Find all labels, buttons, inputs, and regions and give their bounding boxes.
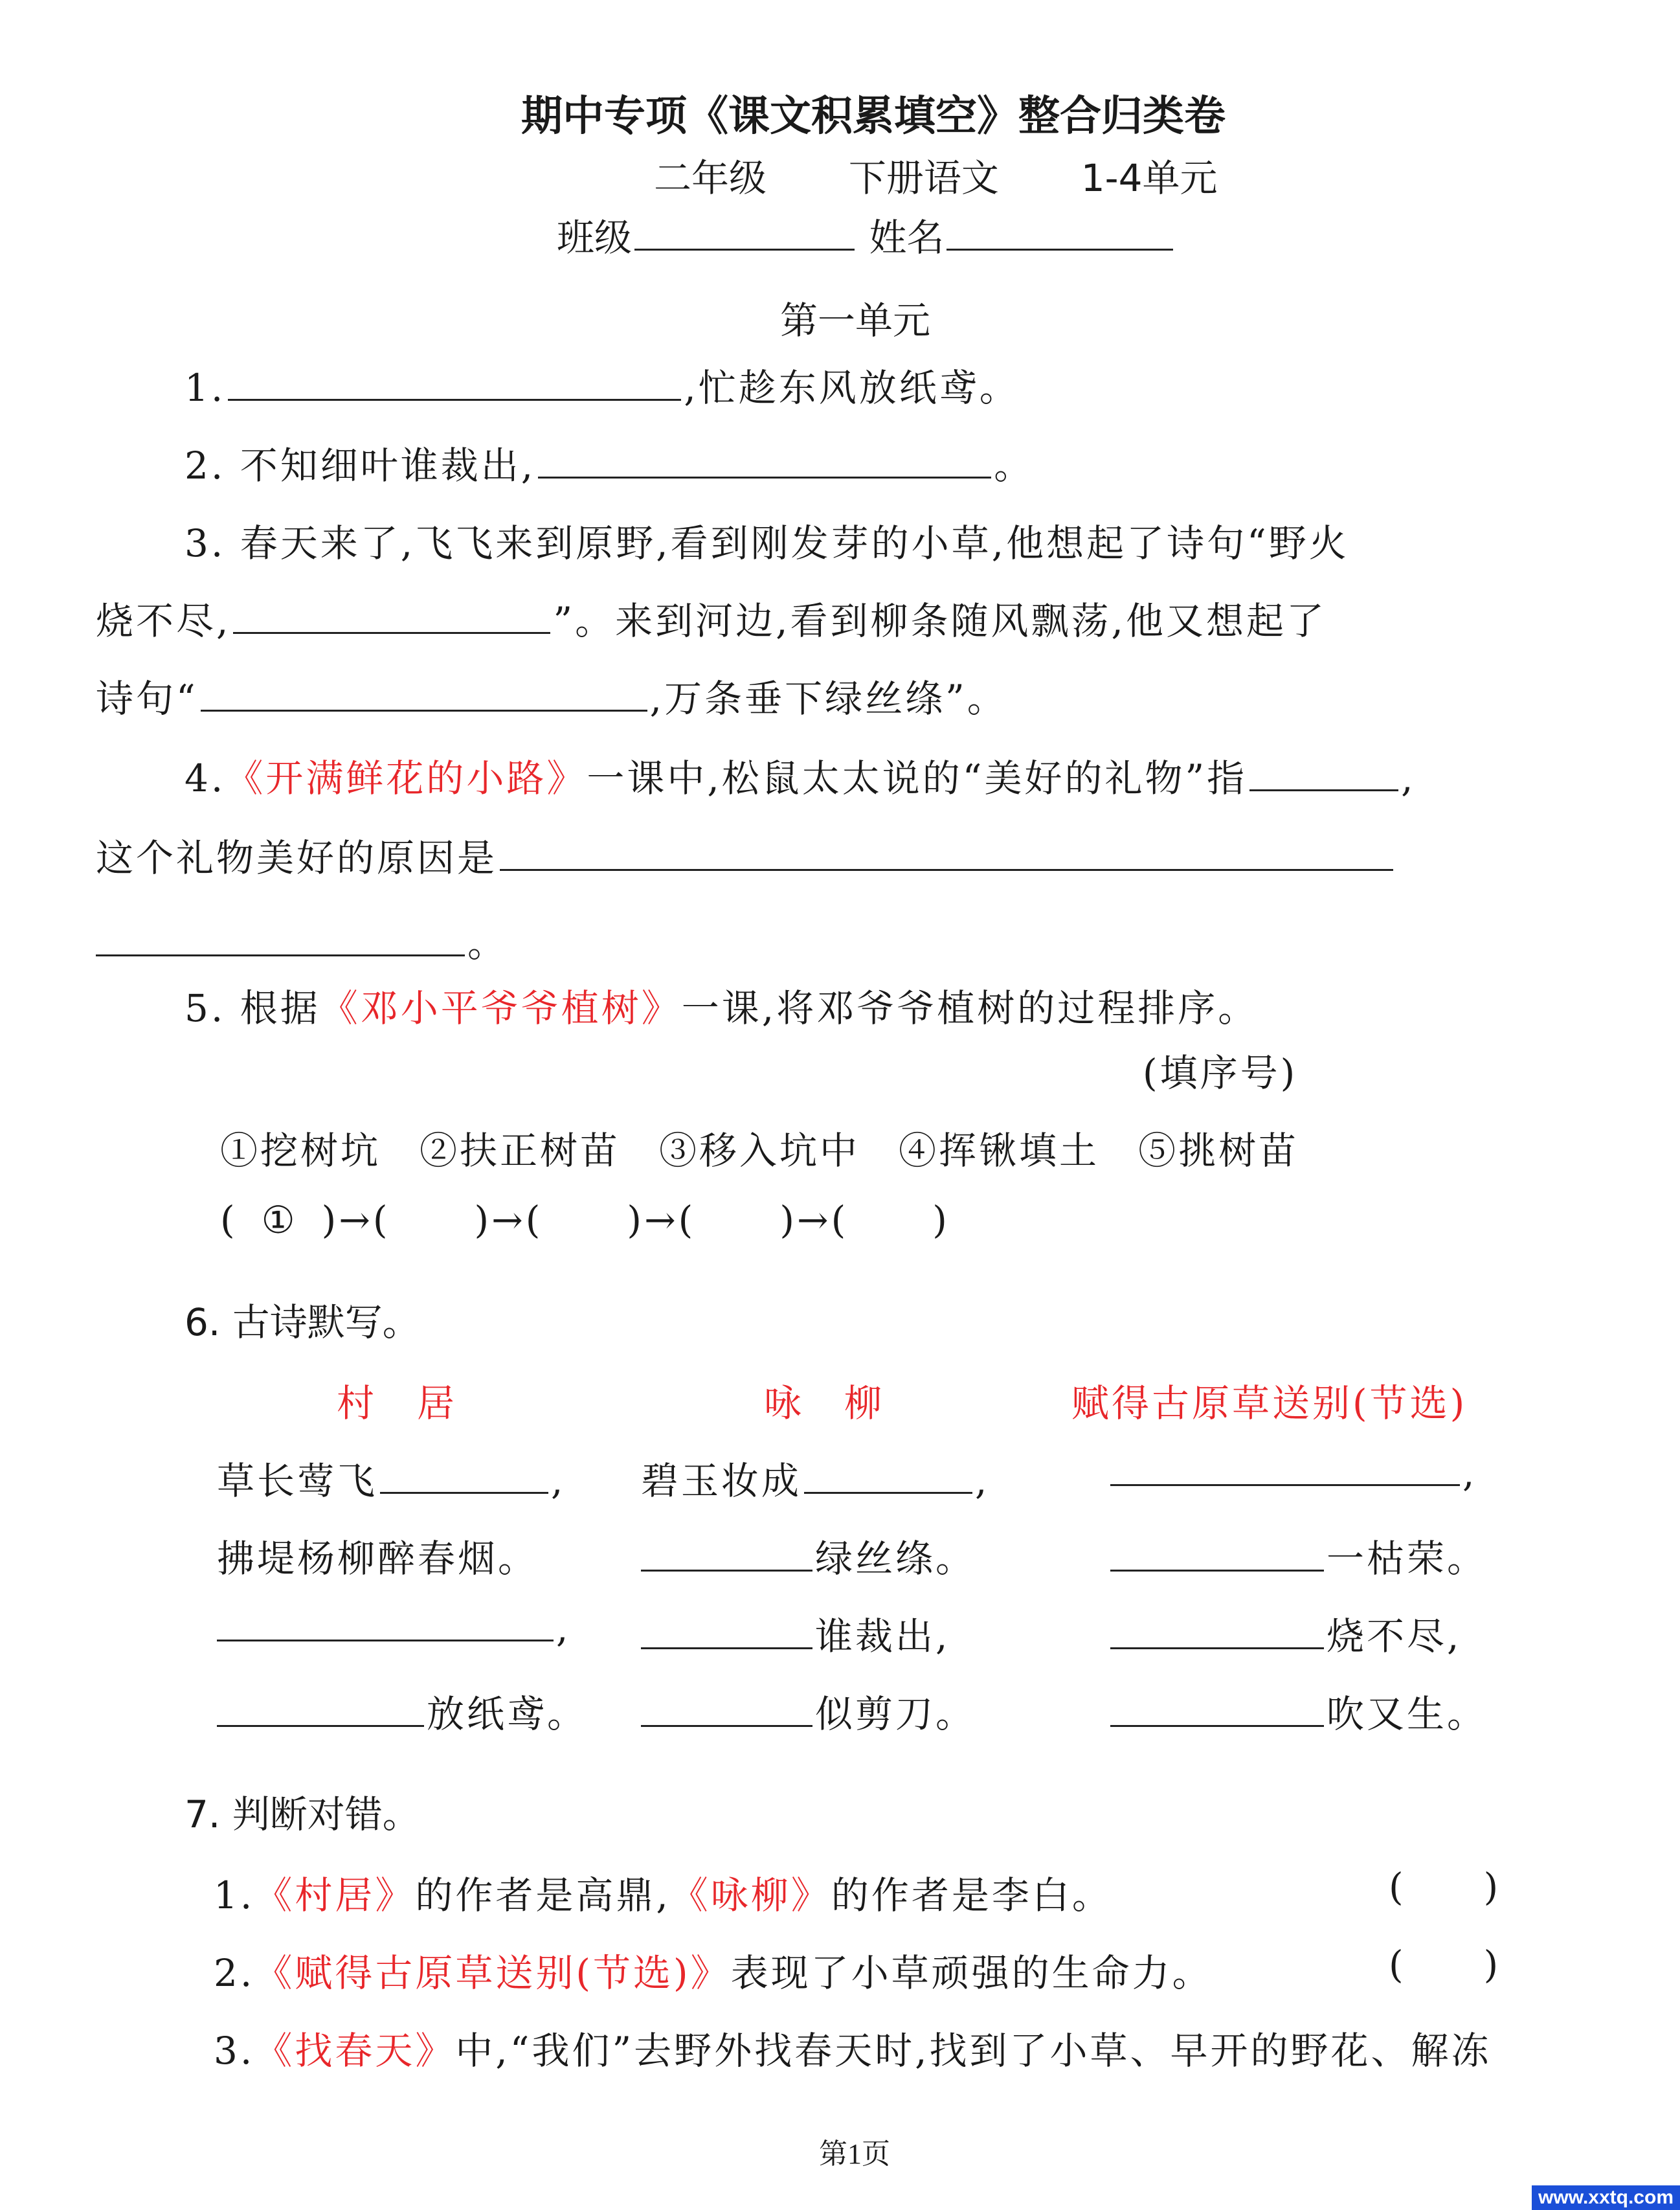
q6-title: 6. 古诗默写。 <box>185 1300 420 1344</box>
q3-line1: 3. 春天来了,飞飞来到原野,看到刚发芽的小草,他想起了诗句“野火 <box>185 521 1349 565</box>
q2-end: 。 <box>994 444 1035 488</box>
class-name-row <box>557 207 1176 262</box>
q5-step: ④挥锹填土 <box>899 1129 1100 1173</box>
poem-text: 碧玉妆成 <box>641 1459 802 1503</box>
arrow: → <box>644 1198 678 1242</box>
q3-blank2[interactable] <box>201 676 647 712</box>
q3-l2a: 烧不尽, <box>96 599 231 643</box>
poem-comma: , <box>551 1459 566 1503</box>
q3-l3b: ,万条垂下绿丝绦”。 <box>649 677 1007 721</box>
q7-text: 的作者是高鼎, <box>415 1873 671 1917</box>
q5-answer-box[interactable]: ① <box>261 1198 298 1242</box>
subtitle <box>654 148 1218 202</box>
q3-line2 <box>96 591 1327 645</box>
poem-title-cunju: 村 居 <box>337 1381 458 1425</box>
poem-title-fude: 赋得古原草送别(节选) <box>1071 1381 1468 1425</box>
poem-blank[interactable] <box>1110 1536 1324 1572</box>
poem-title-yongliu: 咏 柳 <box>764 1381 885 1425</box>
q4-line1 <box>185 748 1416 802</box>
q5-line1 <box>185 978 1258 1032</box>
q7-book-title: 《赋得古原草送别(节选)》 <box>254 1951 731 1995</box>
poem-text: 吹又生。 <box>1327 1692 1488 1736</box>
q7-book-title: 《村居》 <box>254 1873 416 1917</box>
q4-line3 <box>96 913 508 967</box>
q2-blank[interactable] <box>538 443 991 479</box>
q5-step: ①挖树坑 <box>220 1129 381 1173</box>
poem-blank[interactable] <box>380 1458 548 1494</box>
q7-book-title: 《找春天》 <box>254 2029 456 2073</box>
poem1-row2: 拂堤杨柳醉春烟。 <box>217 1537 539 1581</box>
q7-item-num: 3. <box>214 2029 255 2073</box>
watermark: www.xxtq.com <box>1532 2185 1680 2210</box>
class-blank[interactable] <box>634 215 855 251</box>
q4-text: 一课中,松鼠太太说的“美好的礼物”指 <box>587 756 1248 800</box>
q5-order: ( ① )→( )→( )→( )→( ) <box>220 1198 950 1242</box>
poem-blank[interactable] <box>217 1606 554 1641</box>
q4-blank3[interactable] <box>96 921 465 956</box>
poem-blank[interactable] <box>641 1614 812 1649</box>
poem1-row4 <box>217 1684 587 1738</box>
q4-blank1[interactable] <box>1249 756 1398 791</box>
q7-answer-paren[interactable]: ( ) <box>1389 1943 1501 1987</box>
poem3-row1 <box>1110 1450 1477 1495</box>
q7-item1 <box>214 1865 1112 1919</box>
poem1-row3 <box>217 1606 570 1651</box>
q5-steps <box>220 1120 1299 1175</box>
poem-text: 草长莺飞 <box>217 1459 378 1503</box>
q7-item-num: 2. <box>214 1951 255 1995</box>
poem3-row4 <box>1110 1684 1487 1738</box>
q5-text: 一课,将邓爷爷植树的过程排序。 <box>681 986 1259 1030</box>
grade-label: 二年级 <box>654 156 767 200</box>
poem2-row3 <box>641 1606 950 1660</box>
class-label: 班级 <box>557 216 633 260</box>
q5-step: ⑤挑树苗 <box>1138 1129 1299 1173</box>
q4-num: 4. <box>185 756 226 800</box>
q3-blank1[interactable] <box>233 598 550 634</box>
q5-step: ③移入坑中 <box>659 1129 860 1173</box>
q7-text: 中,“我们”去野外找春天时,找到了小草、早开的野花、解冻 <box>455 2029 1492 2073</box>
units-label: 1-4单元 <box>1081 156 1218 200</box>
book-label: 下册语文 <box>848 156 999 200</box>
poem-comma: , <box>556 1607 571 1651</box>
q2-text: 2. 不知细叶谁裁出, <box>185 444 536 488</box>
q7-item3 <box>214 2020 1492 2075</box>
page-number: 第1页 <box>819 2138 890 2170</box>
name-blank[interactable] <box>946 215 1173 251</box>
poem-text: 谁裁出, <box>815 1614 950 1658</box>
q3-line3 <box>96 668 1007 723</box>
q3-l3a: 诗句“ <box>96 677 198 721</box>
poem-text: 烧不尽, <box>1327 1614 1462 1658</box>
arrow: → <box>796 1198 831 1242</box>
arrow: → <box>491 1198 526 1242</box>
q3-l2b: ”。来到河边,看到柳条随风飘荡,他又想起了 <box>553 599 1327 643</box>
q4-line2 <box>96 828 1396 882</box>
q7-answer-paren[interactable]: ( ) <box>1389 1865 1501 1909</box>
q4-comma: , <box>1401 756 1416 800</box>
q4-book-title: 《开满鲜花的小路》 <box>225 756 587 800</box>
poem-blank[interactable] <box>1110 1614 1324 1649</box>
q5-hint: (填序号) <box>1143 1051 1298 1095</box>
q7-text: 表现了小草顽强的生命力。 <box>730 1951 1213 1995</box>
unit-heading: 第一单元 <box>780 299 931 343</box>
q4-l2: 这个礼物美好的原因是 <box>96 836 498 880</box>
poem2-row1 <box>641 1450 989 1505</box>
q7-item2 <box>214 1943 1213 1997</box>
poem-blank[interactable] <box>641 1691 812 1727</box>
poem-text: 放纸鸢。 <box>427 1692 588 1736</box>
q1-text: ,忙趁东风放纸鸢。 <box>684 366 1020 410</box>
q1-num: 1. <box>185 366 226 410</box>
q7-text: 的作者是李白。 <box>831 1873 1112 1917</box>
poem-text: 一枯荣。 <box>1327 1537 1488 1581</box>
poem3-row2 <box>1110 1528 1487 1583</box>
page-title: 期中专项《课文积累填空》整合归类卷 <box>521 93 1226 141</box>
q7-book-title: 《咏柳》 <box>670 1873 831 1917</box>
poem-blank[interactable] <box>804 1458 972 1494</box>
poem-text: 绿丝绦。 <box>815 1537 976 1581</box>
q1-blank[interactable] <box>228 365 681 401</box>
q7-title: 7. 判断对错。 <box>185 1792 420 1836</box>
poem1-row1 <box>217 1450 565 1505</box>
poem-comma: , <box>1462 1451 1477 1496</box>
poem-blank[interactable] <box>1110 1691 1324 1727</box>
poem-text: 似剪刀。 <box>815 1692 976 1736</box>
q5-step: ②扶正树苗 <box>420 1129 621 1173</box>
q4-end: 。 <box>467 921 508 965</box>
q5-num: 5. 根据 <box>185 986 320 1030</box>
poem2-row4 <box>641 1684 976 1738</box>
poem2-row2 <box>641 1528 976 1583</box>
q4-blank2[interactable] <box>500 835 1393 871</box>
arrow: → <box>339 1198 373 1242</box>
q1 <box>185 357 1020 412</box>
q5-book-title: 《邓小平爷爷植树》 <box>320 986 682 1030</box>
poem-blank[interactable] <box>217 1691 424 1727</box>
name-label: 姓名 <box>869 216 945 260</box>
q2 <box>185 435 1034 490</box>
q7-item-num: 1. <box>214 1873 255 1917</box>
poem-blank[interactable] <box>1110 1450 1460 1486</box>
poem-comma: , <box>975 1459 990 1503</box>
poem3-row3 <box>1110 1606 1461 1660</box>
poem-blank[interactable] <box>641 1536 812 1572</box>
